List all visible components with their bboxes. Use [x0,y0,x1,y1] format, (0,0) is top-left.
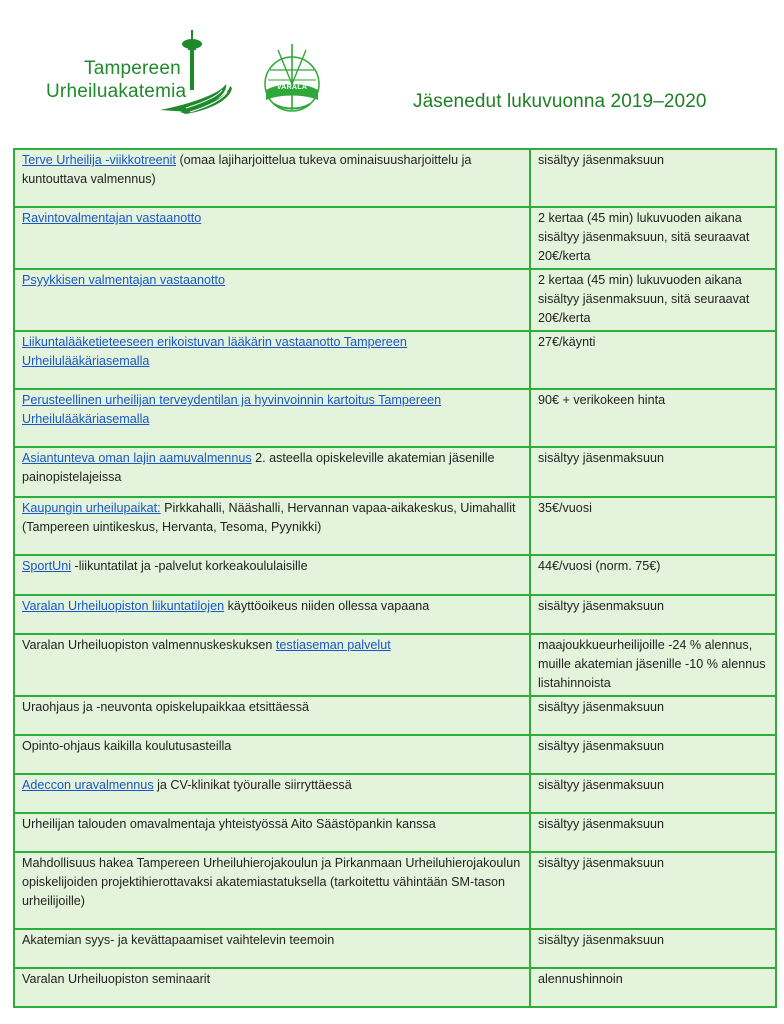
price-cell: maajoukkueurheilijoille -24 % alennus, muille akatemian jäsenille -10 % alennus listahinnoista [530,634,776,696]
benefit-cell [14,852,530,929]
varala-logo [260,40,324,112]
table-row [14,497,776,555]
benefit-link[interactable]: Adeccon uravalmennus [22,778,154,792]
price-cell: 90€ + verikokeen hinta [530,389,776,447]
price-cell: sisältyy jäsenmaksuun [530,595,776,634]
benefit-text: Urheilijan talouden omavalmentaja yhteistyössä Aito Säästöpankin kanssa [22,817,436,831]
benefit-cell [14,269,530,331]
benefit-cell [14,207,530,269]
benefit-link[interactable]: Asiantunteva oman lajin aamuvalmennus [22,451,252,465]
table-row [14,929,776,968]
table-row [14,595,776,634]
price-cell: 27€/käynti [530,331,776,389]
benefit-cell [14,149,530,207]
price-cell: sisältyy jäsenmaksuun [530,813,776,852]
price-cell: alennushinnoin [530,968,776,1007]
benefit-text: 2. asteella opiskeleville akatemian jäsenille painopistelajeissa [22,451,495,484]
varala-label: VARALA [276,84,308,91]
benefit-link[interactable]: SportUni [22,559,71,573]
benefit-cell [14,735,530,774]
benefit-cell [14,447,530,497]
benefit-link[interactable]: Perusteellinen urheilijan terveydentilan ja hyvinvoinnin kartoitus Tampereen Urheilulääkäriasemalla [22,393,442,426]
benefit-text: ja CV-klinikat työuralle siirryttäessä [153,778,352,792]
table-row [14,813,776,852]
benefit-text: -liikuntatilat ja -palvelut korkeakoululaisille [71,559,308,573]
table-row [14,634,776,696]
price-cell: 44€/vuosi (norm. 75€) [530,555,776,595]
benefit-link[interactable]: Psyykkisen valmentajan vastaanotto [22,273,226,287]
price-cell: sisältyy jäsenmaksuun [530,852,776,929]
benefit-text: Pirkkahalli, Nääshalli, Hervannan vapaa-aikakeskus, Uimahallit (Tampereen uintikeskus, Hervanta, Tesoma, Pyynikki) [22,501,516,534]
benefit-cell [14,595,530,634]
table-row [14,735,776,774]
price-cell: sisältyy jäsenmaksuun [530,447,776,497]
table-row [14,774,776,813]
benefit-link[interactable]: Kaupungin urheilupaikat: [22,501,161,515]
logo-line1: Tampereen [84,58,181,79]
benefit-cell [14,968,530,1007]
benefit-link[interactable]: testiaseman palvelut [275,638,391,652]
price-cell: sisältyy jäsenmaksuun [530,774,776,813]
table-row [14,269,776,331]
benefit-text: käyttöoikeus niiden ollessa vapaana [224,599,430,613]
benefit-link[interactable]: Varalan Urheiluopiston liikuntatilojen [22,599,225,613]
tampereen-urheiluakatemia-logo [40,30,240,114]
benefit-cell [14,813,530,852]
table-row [14,852,776,929]
benefit-link[interactable]: Ravintovalmentajan vastaanotto [22,211,202,225]
benefit-cell [14,389,530,447]
benefit-cell [14,331,530,389]
price-cell: 2 kertaa (45 min) lukuvuoden aikana sisältyy jäsenmaksuun, sitä seuraavat 20€/kerta [530,269,776,331]
logo-line2: Urheiluakatemia [46,81,187,102]
page-title: Jäsenedut lukuvuonna 2019–2020 [413,91,707,112]
benefit-cell [14,634,530,696]
benefit-cell [14,929,530,968]
benefit-cell [14,696,530,735]
price-cell: 2 kertaa (45 min) lukuvuoden aikana sisältyy jäsenmaksuun, sitä seuraavat 20€/kerta [530,207,776,269]
benefits-table [13,148,777,1008]
benefit-cell [14,497,530,555]
page-header [0,0,784,140]
benefit-text: Varalan Urheiluopiston valmennuskeskuksen [22,638,276,652]
benefit-text: (omaa lajiharjoittelua tukeva ominaisuusharjoittelu ja kuntouttava valmennus) [22,153,472,186]
price-cell: 35€/vuosi [530,497,776,555]
table-row [14,207,776,269]
benefit-text: Uraohjaus ja -neuvonta opiskelupaikkaa etsittäessä [22,700,310,714]
price-cell: sisältyy jäsenmaksuun [530,735,776,774]
benefit-text: Mahdollisuus hakea Tampereen Urheiluhierojakoulun ja Pirkanmaan Urheiluhierojakoulun opiskelijoiden projektihierottavaksi akatemiastatuksella (tarkoitettu vähintään SM-tason urheilijoille) [22,856,521,908]
benefit-cell [14,555,530,595]
varala-emblem-icon [260,40,324,112]
benefit-link[interactable]: Liikuntalääketieteeseen erikoistuvan lääkärin vastaanotto Tampereen Urheilulääkäriasemalla [22,335,407,368]
price-cell: sisältyy jäsenmaksuun [530,149,776,207]
benefit-link[interactable]: Terve Urheilija -viikkotreenit [22,153,176,167]
table-row [14,447,776,497]
table-row [14,149,776,207]
table-row [14,331,776,389]
benefit-cell [14,774,530,813]
table-row [14,696,776,735]
table-row [14,389,776,447]
table-row [14,968,776,1007]
benefit-text: Akatemian syys- ja kevättapaamiset vaihtelevin teemoin [22,933,335,947]
price-cell: sisältyy jäsenmaksuun [530,929,776,968]
benefit-text: Varalan Urheiluopiston seminaarit [22,972,211,986]
benefit-text: Opinto-ohjaus kaikilla koulutusasteilla [22,739,232,753]
price-cell: sisältyy jäsenmaksuun [530,696,776,735]
table-row [14,555,776,595]
